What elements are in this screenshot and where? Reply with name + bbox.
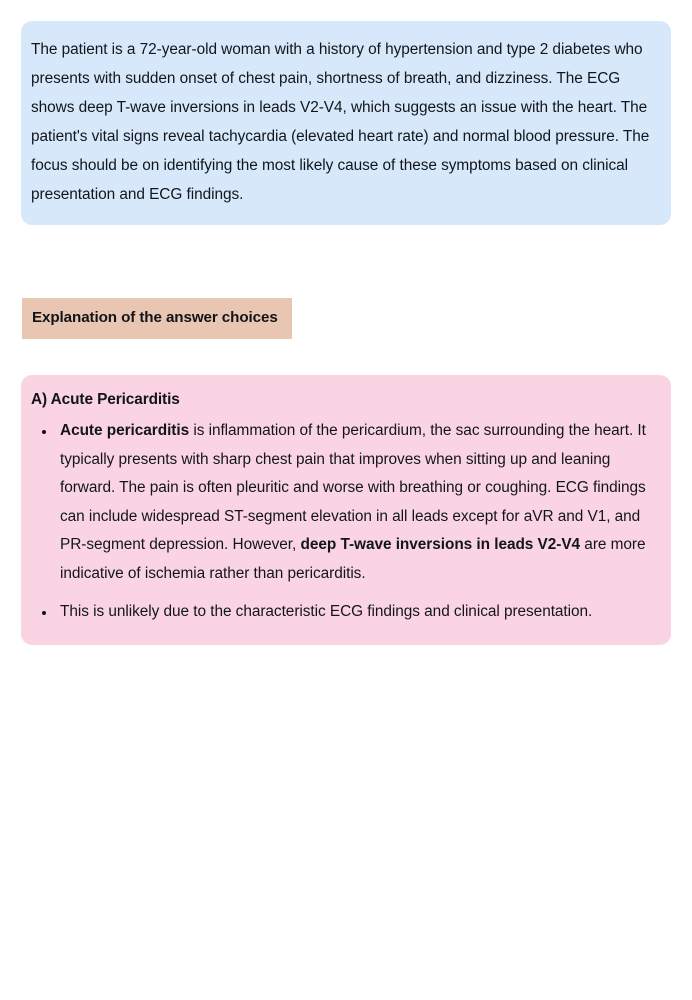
bullet-lead-term: Acute pericarditis [60, 422, 190, 439]
bullet-body-text-2: are more indicative of ischemia rather than pericarditis. [60, 536, 646, 582]
clinical-vignette-card [21, 21, 671, 225]
clinical-vignette-text: The patient is a 72-year-old woman with a history of hypertension and type 2 diabetes who presents with sudden onset of chest pain, shortness of breath, and dizziness. The ECG shows deep T-wave inversions in leads V2-V4, which suggests an issue with the heart. The patient's vital signs reveal tachycardia (elevated heart rate) and normal blood pressure. The focus should be on identifying the most likely cause of these symptoms based on clinical presentation and ECG findings. [31, 41, 650, 203]
list-item [31, 598, 651, 627]
section-heading-band [22, 298, 292, 339]
list-item [31, 417, 651, 588]
bullet-body-text-1: is inflammation of the pericardium, the sac surrounding the heart. It typically presents with sharp chest pain that improves when sitting up and leaning forward. The pain is often pleuritic and worse with breathing or coughing. ECG findings can include widespread ST-segment elevation in all leads except for aVR and V1, and PR-segment depression. However, [60, 422, 646, 553]
bullet-dot-icon [42, 430, 46, 434]
answer-choice-title: A) Acute Pericarditis [31, 391, 180, 408]
bullet-body-text-1: This is unlikely due to the characteristic ECG findings and clinical presentation. [60, 603, 593, 620]
answer-choice-card-a [21, 375, 671, 645]
answer-choice-bullet-list [31, 417, 651, 627]
bullet-dot-icon [42, 611, 46, 615]
section-heading-label: Explanation of the answer choices [32, 309, 278, 326]
bullet-emphasis-term: deep T-wave inversions in leads V2-V4 [300, 536, 581, 553]
